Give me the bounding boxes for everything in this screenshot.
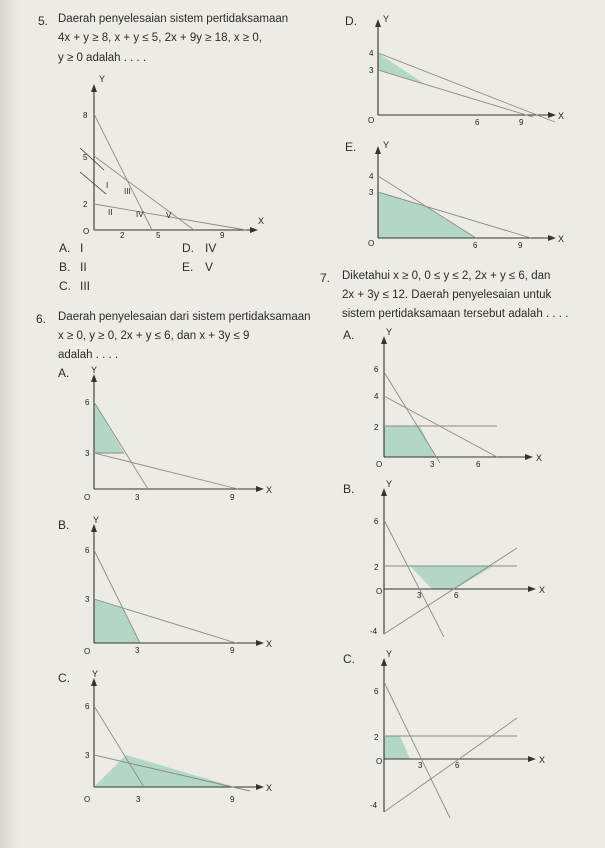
q6-a-xtick-3: 3: [135, 493, 140, 502]
q7-line1: Diketahui x ≥ 0, 0 ≤ y ≤ 2, 2x + y ≤ 6, dan: [342, 270, 551, 282]
q6-b-xtick-9: 9: [230, 646, 235, 655]
q5-d-xtick-9: 9: [519, 118, 524, 127]
q5-e-xtick-9: 9: [518, 241, 523, 250]
q5-graph-xtick-9: 9: [220, 231, 225, 240]
q5-option-c-text[interactable]: III: [80, 279, 91, 293]
q5-graph-x-axis-label: X: [258, 216, 265, 226]
q5-region-V: V: [166, 211, 172, 220]
q7-c-origin: O: [376, 757, 383, 766]
q6-a-y-axis: Y: [91, 365, 98, 375]
q6-option-b-graph: [70, 515, 280, 658]
q5-option-d-graph: [355, 15, 570, 130]
q5-option-e-text[interactable]: V: [205, 260, 214, 274]
q6-c-origin: O: [84, 795, 91, 804]
q5-d-y-axis: Y: [383, 14, 390, 24]
q5-d-xtick-6: 6: [475, 118, 480, 127]
q5-region-II: II: [108, 208, 113, 217]
q5-option-b-text[interactable]: II: [80, 260, 87, 274]
q6-option-b-letter[interactable]: B.: [58, 518, 70, 532]
q5-graph-xtick-2: 2: [120, 231, 125, 240]
q7-a-ytick-4: 4: [374, 392, 379, 401]
q5-option-d-letter[interactable]: D.: [182, 241, 194, 255]
q5-option-a-text[interactable]: I: [80, 241, 84, 255]
q7-c-ytick-6: 6: [374, 687, 379, 696]
q7-c-y-axis: Y: [386, 649, 393, 659]
q5-d-ytick-4: 4: [369, 49, 374, 58]
q7-option-a-graph: [362, 327, 552, 469]
q7-a-ytick-6: 6: [374, 365, 379, 374]
q5-graph-y-axis-label: Y: [99, 74, 106, 84]
q6-a-ytick-3: 3: [85, 449, 90, 458]
q5-line3: y ≥ 0 adalah . . . .: [58, 52, 147, 64]
q5-graph-origin: O: [83, 227, 90, 236]
q7-option-b-graph: [362, 479, 562, 642]
q6-c-ytick-3: 3: [85, 751, 90, 760]
q6-a-xtick-9: 9: [230, 493, 235, 502]
q7-option-c-graph: [362, 649, 562, 822]
q5-d-origin: O: [368, 116, 375, 125]
q5-graph-ytick-2: 2: [83, 200, 88, 209]
q5-option-d-graph-letter: D.: [345, 14, 357, 28]
q7-b-origin: O: [376, 587, 383, 596]
q7-c-xtick-6: 6: [455, 761, 460, 770]
q5-region-I: I: [106, 181, 109, 190]
q7-c-ytick-neg4: -4: [370, 801, 378, 810]
q6-option-a-graph: [70, 365, 280, 503]
q5-line1: Daerah penyelesaian sistem pertidaksamaan: [58, 13, 289, 25]
q6-a-ytick-6: 6: [85, 398, 90, 407]
q7-a-x-axis: X: [536, 453, 543, 463]
q5-d-ytick-3: 3: [369, 66, 374, 75]
q6-b-origin: O: [84, 647, 91, 656]
q7-c-x-axis: X: [539, 755, 546, 765]
q6-a-origin: O: [84, 493, 91, 502]
q5-e-x-axis: X: [558, 234, 565, 244]
q6-line2: x ≥ 0, y ≥ 0, 2x + y ≤ 6, dan x + 3y ≤ 9: [58, 330, 250, 342]
q7-option-a-letter[interactable]: A.: [343, 328, 355, 342]
q6-option-a-letter[interactable]: A.: [58, 366, 70, 380]
page-binding-edge: [0, 0, 18, 848]
q5-graph-ytick-5: 5: [83, 153, 88, 162]
q5-line2: 4x + y ≥ 8, x + y ≤ 5, 2x + 9y ≥ 18, x ≥ 0,: [58, 32, 262, 44]
q6-line1: Daerah penyelesaian dari sistem pertidaksamaan: [58, 311, 311, 323]
q6-number: 6.: [36, 312, 47, 326]
q7-a-xtick-3: 3: [430, 460, 435, 469]
q5-option-a-letter[interactable]: A.: [59, 241, 71, 255]
q6-c-y-axis: Y: [92, 669, 99, 679]
q6-c-x-axis: X: [266, 783, 273, 793]
q6-line3: adalah . . . .: [58, 349, 119, 361]
q7-a-origin: O: [376, 460, 383, 469]
q7-b-x-axis: X: [539, 585, 546, 595]
q5-e-ytick-3: 3: [369, 188, 374, 197]
q7-b-ytick-neg4: -4: [370, 627, 378, 636]
q5-e-ytick-4: 4: [369, 172, 374, 181]
q7-number: 7.: [320, 271, 331, 285]
q6-b-x-axis: X: [266, 639, 273, 649]
q5-region-IV: IV: [136, 210, 144, 219]
q7-c-xtick-3: 3: [418, 761, 423, 770]
q7-b-ytick-6: 6: [374, 517, 379, 526]
q6-a-x-axis: X: [266, 485, 273, 495]
q6-b-xtick-3: 3: [135, 646, 140, 655]
q5-e-xtick-6: 6: [473, 241, 478, 250]
q5-graph-xtick-5: 5: [156, 231, 161, 240]
q7-a-xtick-6: 6: [476, 460, 481, 469]
q7-line2: 2x + 3y ≤ 12. Daerah penyelesaian untuk: [342, 289, 552, 301]
q6-b-ytick-3: 3: [85, 595, 90, 604]
q6-b-y-axis: Y: [93, 515, 100, 525]
q6-c-xtick-3: 3: [136, 795, 141, 804]
q7-option-b-letter[interactable]: B.: [343, 482, 355, 496]
q6-c-ytick-6: 6: [85, 702, 90, 711]
q6-b-ytick-6: 6: [85, 546, 90, 555]
q5-number: 5.: [38, 14, 49, 28]
q5-option-e-graph-letter: E.: [345, 140, 357, 154]
q5-d-x-axis: X: [558, 111, 565, 121]
q6-c-xtick-9: 9: [230, 795, 235, 804]
q7-a-y-axis: Y: [386, 327, 393, 337]
q5-option-e-graph: [355, 140, 570, 255]
q5-e-origin: O: [368, 239, 375, 248]
q7-b-xtick-6: 6: [454, 591, 459, 600]
q7-b-ytick-2: 2: [374, 563, 379, 572]
q7-b-xtick-3: 3: [417, 591, 422, 600]
q5-graph-ytick-8: 8: [83, 111, 88, 120]
q7-b-y-axis: Y: [386, 479, 393, 489]
q5-option-c-letter[interactable]: C.: [59, 279, 71, 293]
q5-option-b-letter[interactable]: B.: [59, 260, 71, 274]
q7-line3: sistem pertidaksamaan tersebut adalah . . . .: [342, 308, 569, 320]
q5-e-y-axis: Y: [383, 140, 390, 150]
q7-a-ytick-2: 2: [374, 423, 379, 432]
q7-c-ytick-2: 2: [374, 733, 379, 742]
q6-option-c-graph: [70, 669, 280, 807]
q5-option-e-letter[interactable]: E.: [182, 260, 194, 274]
q7-option-c-letter[interactable]: C.: [343, 652, 355, 666]
q6-option-c-letter[interactable]: C.: [58, 671, 70, 685]
q5-graph: [70, 70, 270, 240]
q5-region-III: III: [124, 187, 131, 196]
q5-option-d-text[interactable]: IV: [205, 241, 217, 255]
